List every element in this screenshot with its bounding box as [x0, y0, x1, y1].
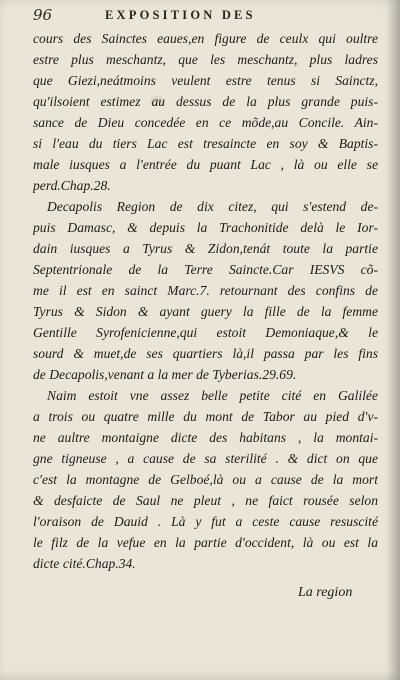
text-line: ne aultre montaigne dicte des habitans , la montai-: [33, 430, 378, 445]
text-line: de Decapolis,venant a la mer de Tyberias.29.69.: [33, 367, 297, 382]
catchword: La region: [298, 585, 353, 600]
paragraph: [33, 385, 378, 574]
paragraph: [33, 196, 378, 385]
text-line: & desfaicte de Saul ne pleut , ne faict rousée selon: [33, 493, 378, 508]
text-line: si l'eau du tiers Lac est tresaincte en soy & Baptis-: [33, 136, 378, 151]
text-line: puis Damasc, & depuis la Trachonitide delà le Ior-: [33, 220, 378, 235]
text-line: gne tigneuse , a cause de sa sterilité . & dict on que: [33, 451, 378, 466]
text-line: a trois ou quatre mille du mont de Tabor au pied d'v-: [33, 409, 378, 424]
page-number: 96: [33, 6, 53, 24]
text-line: que Giezi,neátmoins veulent estre tenus si Sainctz,: [33, 73, 378, 88]
text-line: Naim estoit vne assez belle petite cité en Galilée: [47, 388, 378, 403]
text-line: cours des Sainctes eaues,en figure de ceulx qui oultre: [33, 31, 378, 46]
text-line: l'oraison de Dauid . Là y fut a ceste cause resuscité: [33, 514, 378, 529]
text-line: sance de Dieu concedée en ce mõde,au Concile. Ain-: [33, 115, 378, 130]
text-line: perd.Chap.28.: [33, 178, 111, 193]
text-line: Septentrionale de la Terre Saincte.Car IESVS cõ-: [33, 262, 378, 277]
text-line: estre plus meschantz, que les meschantz, plus ladres: [33, 52, 378, 67]
text-line: dicte cité.Chap.34.: [33, 556, 136, 571]
text-line: le filz de la vefue en la partie d'occident, là ou est la: [33, 535, 378, 550]
text-line: Tyrus & Sidon & ayant guery la fille de la femme: [33, 304, 378, 319]
running-title: EXPOSITION DES: [105, 8, 256, 22]
text-line: Gentille Syrofenicienne,qui estoit Demoniaque,& le: [33, 325, 378, 340]
text-line: dain iusques a Tyrus & Zidon,tenát toute la partie: [33, 241, 378, 256]
paragraph: [33, 28, 378, 196]
text-line: sourd & muet,de ses quartiers là,il passa par les fins: [33, 346, 378, 361]
page-header: [33, 6, 373, 28]
text-line: Decapolis Region de dix citez, qui s'estend de-: [47, 199, 378, 214]
text-line: qu'ilsoient estimez au dessus de la plus grande puis-: [33, 94, 378, 109]
text-line: male iusques a l'entrée du puant Lac , là ou elle se: [33, 157, 378, 172]
page-edge-shadow: [386, 0, 400, 680]
text-line: c'est la montagne de Gelboé,là ou a cause de la mort: [33, 472, 378, 487]
body-text: [33, 28, 378, 574]
text-line: me il est en sainct Marc.7. retournant des confins de: [33, 283, 378, 298]
